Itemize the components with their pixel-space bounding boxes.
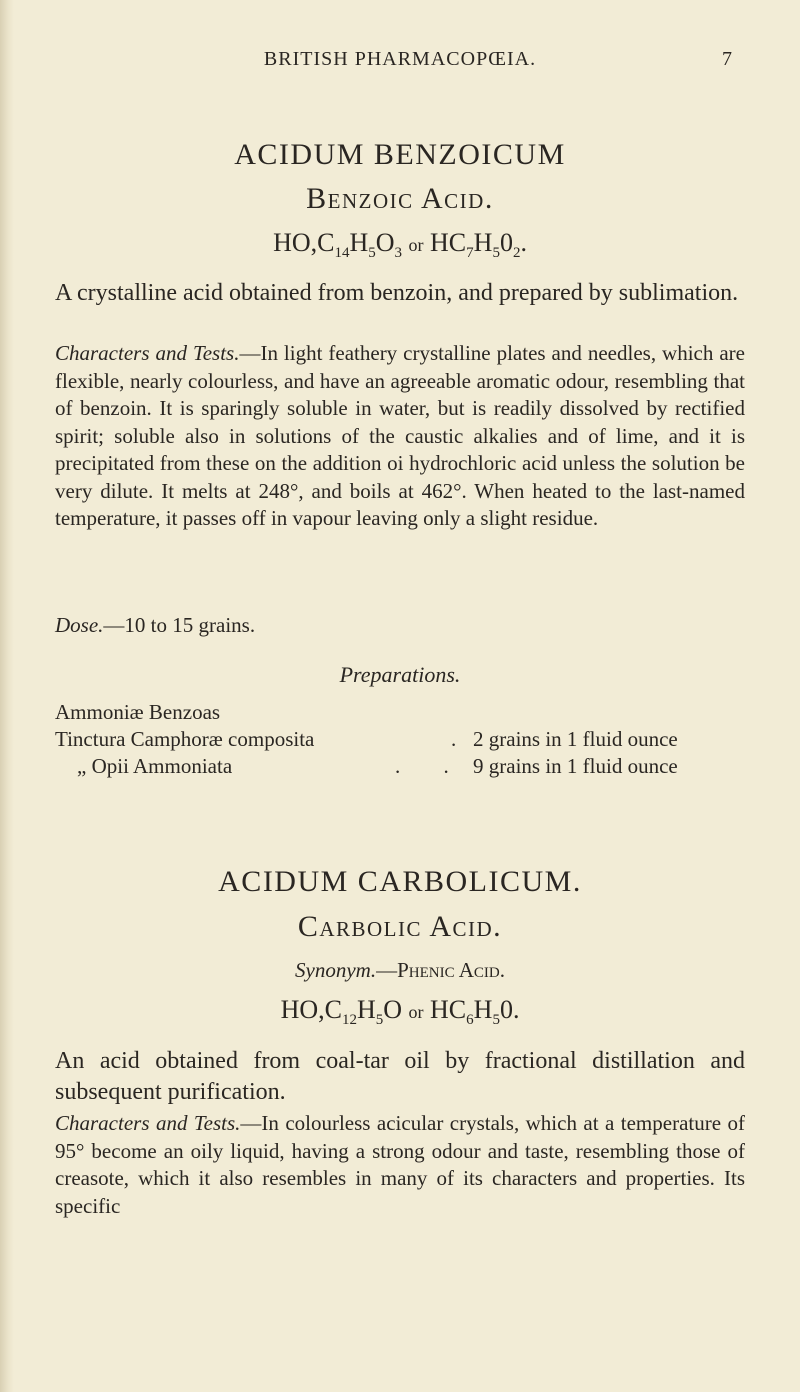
characters-label: Characters and Tests. [55,341,240,365]
formula-subscript: 5 [492,1012,500,1029]
preparation-row [55,700,745,727]
carbolic-characters-paragraph [55,1110,745,1220]
benzoic-formula [0,228,800,262]
characters-text: —In colourless acicular crystals, which at a temperature of 95° become an oily liquid, having a strong odour and taste, resembling those of creasote, which it also resembles in many of its characters and properties. Its specific [55,1111,745,1218]
formula-part: HC [430,995,467,1024]
formula-or: or [408,1002,424,1022]
formula-subscript: 12 [341,1012,357,1029]
formula-subscript: 6 [466,1012,474,1029]
preparation-leader-dots: . . [395,754,449,778]
benzoic-latin-title: ACIDUM BENZOICUM [234,138,566,171]
formula-part: 0 [499,228,513,257]
formula-part: HC [430,228,467,257]
benzoic-dose-paragraph [55,612,745,640]
formula-part: H [473,995,493,1024]
carbolic-description: An acid obtained from coal-tar oil by fractional distillation and subsequent purification. [55,1048,745,1105]
preparation-dose: 2 grains in 1 fluid ounce [473,727,678,751]
carbolic-latin-title: ACIDUM CARBOLICUM. [218,865,582,898]
formula-part: 0. [499,995,520,1024]
synonym-value: —Phenic Acid. [376,958,505,982]
benzoic-characters-paragraph [55,340,745,533]
formula-part: HO,C [280,995,342,1024]
formula-subscript: 5 [375,1012,384,1029]
preparation-row [55,727,745,754]
dose-text: —10 to 15 grains. [103,613,256,637]
formula-subscript: 7 [466,245,474,262]
running-head [0,48,800,71]
formula-part: O [375,228,395,257]
preparation-name: „ Opii Ammoniata [77,754,233,778]
preparation-name: Ammoniæ Benzoas [55,700,221,724]
formula-part: O [383,995,403,1024]
formula-part: HO,C [273,228,335,257]
formula-part: . [520,228,527,257]
formula-subscript: 3 [394,245,403,262]
preparation-name: Tinctura Camphoræ composita [55,727,315,751]
preparations-list [55,700,745,781]
preparation-row [55,754,745,781]
formula-part: H [473,228,493,257]
formula-part: H [356,995,376,1024]
benzoic-description: A crystalline acid obtained from benzoin, and prepared by sublimation. [55,280,739,306]
carbolic-synonym [0,958,800,983]
formula-subscript: 5 [492,245,500,262]
formula-subscript: 2 [512,245,521,262]
formula-subscript: 5 [368,245,376,262]
page-number: 7 [722,48,733,70]
preparations-heading: Preparations. [339,662,461,687]
characters-label: Characters and Tests. [55,1111,241,1135]
characters-text: —In light feathery crystalline plates and needles, which are flexible, nearly colourless, and have an agreeable aromatic odour, resembling that of benzoin. It is sparingly soluble in water, but is readily dissolved by rectified spirit; soluble also in solutions of the caustic alkalies and of lime, and it is precipitated from these on the addition oi hydrochloric acid unless the solution be very dilute. It melts at 248°, and boils at 462°. When heated to the last-named temperature, it passes off in vapour leaving only a slight residue. [55,341,745,530]
formula-part: H [349,228,369,257]
carbolic-english-title: Carbolic Acid. [297,910,503,943]
formula-or: or [408,235,424,255]
carbolic-formula [0,995,800,1029]
formula-subscript: 14 [334,245,350,262]
preparation-dose: 9 grains in 1 fluid ounce [473,754,678,778]
benzoic-english-title: Benzoic Acid. [306,182,494,215]
synonym-label: Synonym. [295,958,377,982]
running-head-title: BRITISH PHARMACOPŒIA. [263,48,537,70]
preparation-leader-dots: . [451,727,457,751]
dose-label: Dose. [55,613,104,637]
